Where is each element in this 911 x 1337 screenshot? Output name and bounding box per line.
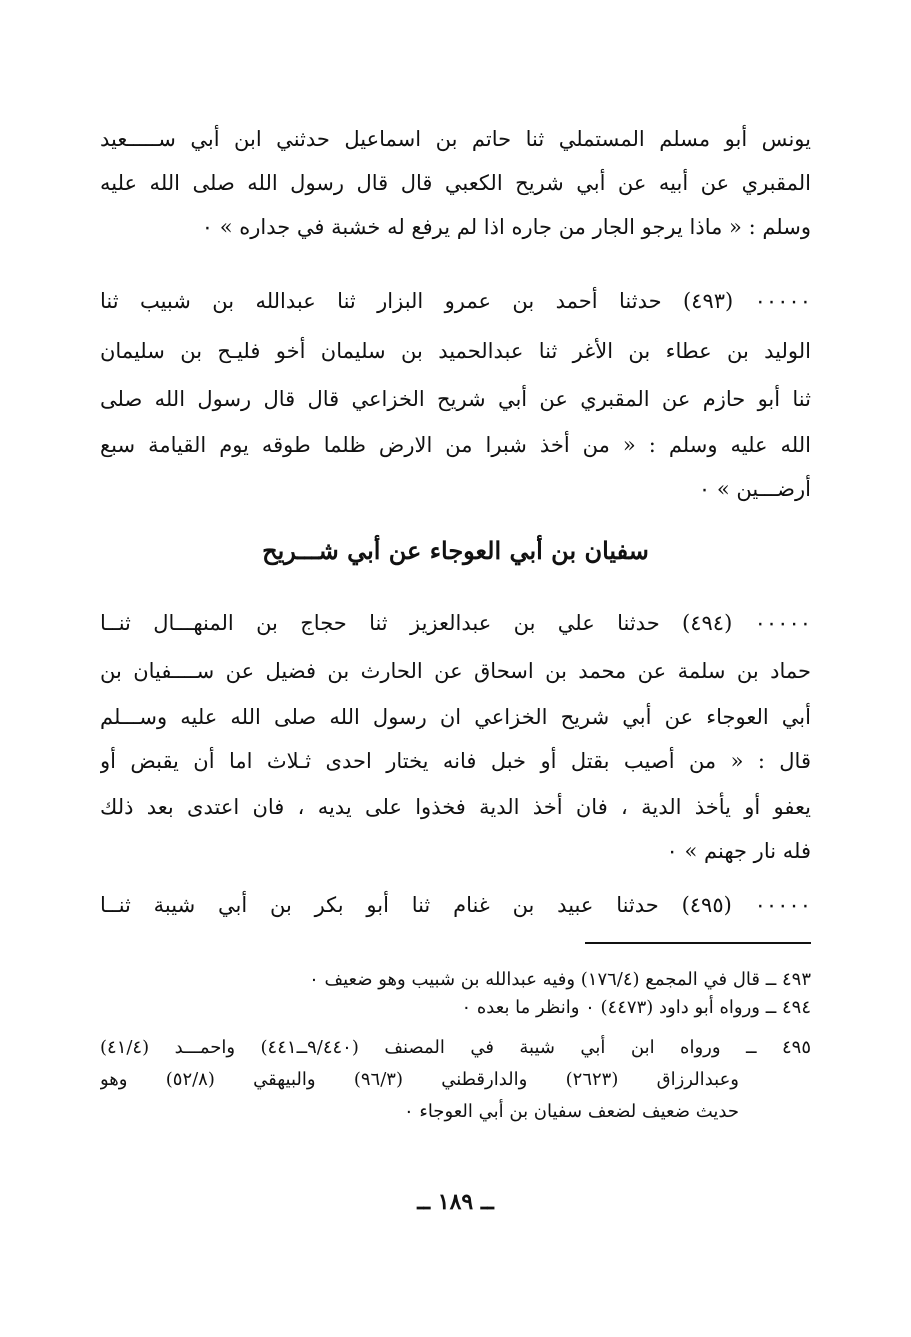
body-line: يعفو أو يأخذ الدية ، فان أخذ الدية فخذوا على يديه ، فان اعتدى بعد ذلك	[100, 795, 811, 819]
footnote-line: ٤٩٥ ــ ورواه ابن أبي شيبة في المصنف (٩/٤٤٠ــ٤٤١) واحمـــد (٤١/٤)	[100, 1037, 811, 1058]
footnote-line: حديث ضعيف لضعف سفيان بن أبي العوجاء ٠	[403, 1101, 739, 1122]
body-line: قال : « من أصيب بقتل أو خبل فانه يختار احدى ثـلاث اما أن يقبض أو	[100, 749, 811, 773]
body-line: الله عليه وسلم : « من أخذ شبرا من الارض ظلما طوقه يوم القيامة سبع	[100, 433, 811, 457]
page-number: ــ ١٨٩ ــ	[417, 1189, 494, 1215]
body-line: ٠٠٠٠٠ (٤٩٣) حدثنا أحمد بن عمرو البزار ثنا عبدالله بن شبيب ثنا	[100, 289, 811, 313]
footnote-line: وعبدالرزاق (٢٦٢٣) والدارقطني (٩٦/٣) والبيهقي (٥٢/٨) وهو	[100, 1069, 739, 1090]
footnote-line: ٤٩٣ ــ قال في المجمع (١٧٦/٤) وفيه عبدالله بن شبيب وهو ضعيف ٠	[309, 969, 811, 990]
body-line: حماد بن سلمة عن محمد بن اسحاق عن الحارث بن فضيل عن ســــفيان بن	[100, 659, 811, 683]
body-line: أبي العوجاء عن أبي شريح الخزاعي ان رسول الله صلى الله عليه وســـلم	[100, 705, 811, 729]
footnote-separator	[585, 942, 811, 944]
body-line: ٠٠٠٠٠ (٤٩٥) حدثنا عبيد بن غنام ثنا أبو بكر بن أبي شيبة ثنــا	[100, 893, 811, 917]
body-line: يونس أبو مسلم المستملي ثنا حاتم بن اسماعيل حدثني ابن أبي ســـــعيد	[100, 127, 811, 151]
footnote-line: ٤٩٤ ــ ورواه أبو داود (٤٤٧٣) ٠ وانظر ما بعده ٠	[461, 997, 811, 1018]
body-line: المقبري عن أبيه عن أبي شريح الكعبي قال قال رسول الله صلى الله عليه	[100, 171, 811, 195]
body-line: وسلم : « ماذا يرجو الجار من جاره اذا لم يرفع له خشبة في جداره » ٠	[201, 215, 811, 239]
body-line: ٠٠٠٠٠ (٤٩٤) حدثنا علي بن عبدالعزيز ثنا حجاج بن المنهـــال ثنــا	[100, 611, 811, 635]
section-heading: سفيان بن أبي العوجاء عن أبي شـــريح	[262, 536, 649, 565]
body-line: أرضـــين » ٠	[698, 477, 811, 501]
body-line: ثنا أبو حازم عن المقبري عن أبي شريح الخزاعي قال قال رسول الله صلى	[100, 387, 811, 411]
body-line: الوليد بن عطاء بن الأغر ثنا عبدالحميد بن سليمان أخو فليـح بن سليمان	[100, 339, 811, 363]
body-line: فله نار جهنم » ٠	[666, 839, 811, 863]
